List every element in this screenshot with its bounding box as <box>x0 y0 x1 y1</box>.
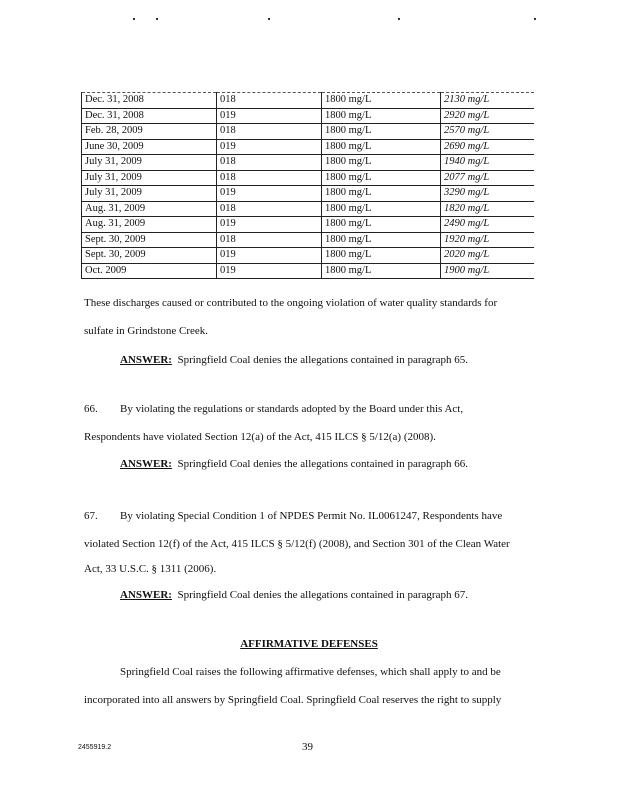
p67-text: By violating Special Condition 1 of NPDES Permit No. IL0061247, Respondents have <box>120 510 503 522</box>
table-row <box>82 232 535 248</box>
value-cell: 2130 mg/L <box>441 93 535 109</box>
limit-cell: 1800 mg/L <box>322 108 441 124</box>
value-cell: 1820 mg/L <box>441 201 535 217</box>
table-row <box>82 124 535 140</box>
answer-65-text: Springfield Coal denies the allegations contained in paragraph 65. <box>177 354 468 366</box>
outfall-cell: 018 <box>217 201 322 217</box>
document-id: 2455919.2 <box>78 744 112 751</box>
answer-67-text: Springfield Coal denies the allegations contained in paragraph 67. <box>177 589 468 601</box>
outfall-cell: 019 <box>217 263 322 279</box>
limit-cell: 1800 mg/L <box>322 232 441 248</box>
limit-cell: 1800 mg/L <box>322 139 441 155</box>
date-cell: Aug. 31, 2009 <box>82 217 217 233</box>
table-row <box>82 139 535 155</box>
value-cell: 2020 mg/L <box>441 248 535 264</box>
answer-65 <box>120 353 570 367</box>
table-row <box>82 201 535 217</box>
answer-66 <box>120 457 570 471</box>
table-row <box>82 108 535 124</box>
table-row <box>82 186 535 202</box>
p66-number: 66. <box>84 403 98 415</box>
p66-line1 <box>84 402 534 416</box>
p66-text: By violating the regulations or standards adopted by the Board under this Act, <box>120 403 464 415</box>
date-cell: July 31, 2009 <box>82 186 217 202</box>
answer-label: ANSWER: <box>120 354 172 366</box>
affirmative-line1: Springfield Coal raises the following affirmative defenses, which shall apply to and be <box>120 666 501 678</box>
value-cell: 1940 mg/L <box>441 155 535 171</box>
outfall-cell: 018 <box>217 93 322 109</box>
outfall-cell: 019 <box>217 217 322 233</box>
answer-label: ANSWER: <box>120 589 172 601</box>
limit-cell: 1800 mg/L <box>322 155 441 171</box>
date-cell: June 30, 2009 <box>82 139 217 155</box>
outfall-cell: 019 <box>217 186 322 202</box>
outfall-cell: 018 <box>217 124 322 140</box>
outfall-cell: 018 <box>217 232 322 248</box>
limit-cell: 1800 mg/L <box>322 201 441 217</box>
value-cell: 3290 mg/L <box>441 186 535 202</box>
limit-cell: 1800 mg/L <box>322 186 441 202</box>
page-number: 39 <box>302 741 313 753</box>
limit-cell: 1800 mg/L <box>322 124 441 140</box>
date-cell: July 31, 2009 <box>82 170 217 186</box>
p65-line1: These discharges caused or contributed to the ongoing violation of water quality standards for <box>84 297 498 309</box>
p66-line2: Respondents have violated Section 12(a) of the Act, 415 ILCS § 5/12(a) (2008). <box>84 431 436 443</box>
limit-cell: 1800 mg/L <box>322 170 441 186</box>
limit-cell: 1800 mg/L <box>322 217 441 233</box>
outfall-cell: 019 <box>217 108 322 124</box>
outfall-cell: 019 <box>217 248 322 264</box>
value-cell: 1920 mg/L <box>441 232 535 248</box>
date-cell: Feb. 28, 2009 <box>82 124 217 140</box>
table-row <box>82 155 535 171</box>
table-row <box>82 248 535 264</box>
answer-67 <box>120 588 570 602</box>
table-row <box>82 93 535 109</box>
table-row <box>82 217 535 233</box>
limit-cell: 1800 mg/L <box>322 93 441 109</box>
value-cell: 2490 mg/L <box>441 217 535 233</box>
p65-line2: sulfate in Grindstone Creek. <box>84 325 209 337</box>
discharge-table <box>81 92 534 279</box>
date-cell: Oct. 2009 <box>82 263 217 279</box>
answer-66-text: Springfield Coal denies the allegations contained in paragraph 66. <box>177 458 468 470</box>
date-cell: Sept. 30, 2009 <box>82 232 217 248</box>
value-cell: 2920 mg/L <box>441 108 535 124</box>
date-cell: Sept. 30, 2009 <box>82 248 217 264</box>
date-cell: Aug. 31, 2009 <box>82 201 217 217</box>
outfall-cell: 018 <box>217 170 322 186</box>
answer-label: ANSWER: <box>120 458 172 470</box>
scan-artifacts <box>0 18 618 24</box>
value-cell: 2690 mg/L <box>441 139 535 155</box>
value-cell: 2077 mg/L <box>441 170 535 186</box>
p67-line3: Act, 33 U.S.C. § 1311 (2006). <box>84 563 217 575</box>
date-cell: July 31, 2009 <box>82 155 217 171</box>
outfall-cell: 019 <box>217 139 322 155</box>
value-cell: 2570 mg/L <box>441 124 535 140</box>
table-row <box>82 263 535 279</box>
affirmative-line2: incorporated into all answers by Springfield Coal. Springfield Coal reserves the right to supply <box>84 694 502 706</box>
value-cell: 1900 mg/L <box>441 263 535 279</box>
date-cell: Dec. 31, 2008 <box>82 93 217 109</box>
p67-number: 67. <box>84 510 98 522</box>
p67-line2: violated Section 12(f) of the Act, 415 ILCS § 5/12(f) (2008), and Section 301 of the Clean Water <box>84 538 510 550</box>
p67-line1 <box>84 509 534 523</box>
date-cell: Dec. 31, 2008 <box>82 108 217 124</box>
outfall-cell: 018 <box>217 155 322 171</box>
table-row <box>82 170 535 186</box>
section-heading: AFFIRMATIVE DEFENSES <box>240 638 378 650</box>
limit-cell: 1800 mg/L <box>322 248 441 264</box>
limit-cell: 1800 mg/L <box>322 263 441 279</box>
